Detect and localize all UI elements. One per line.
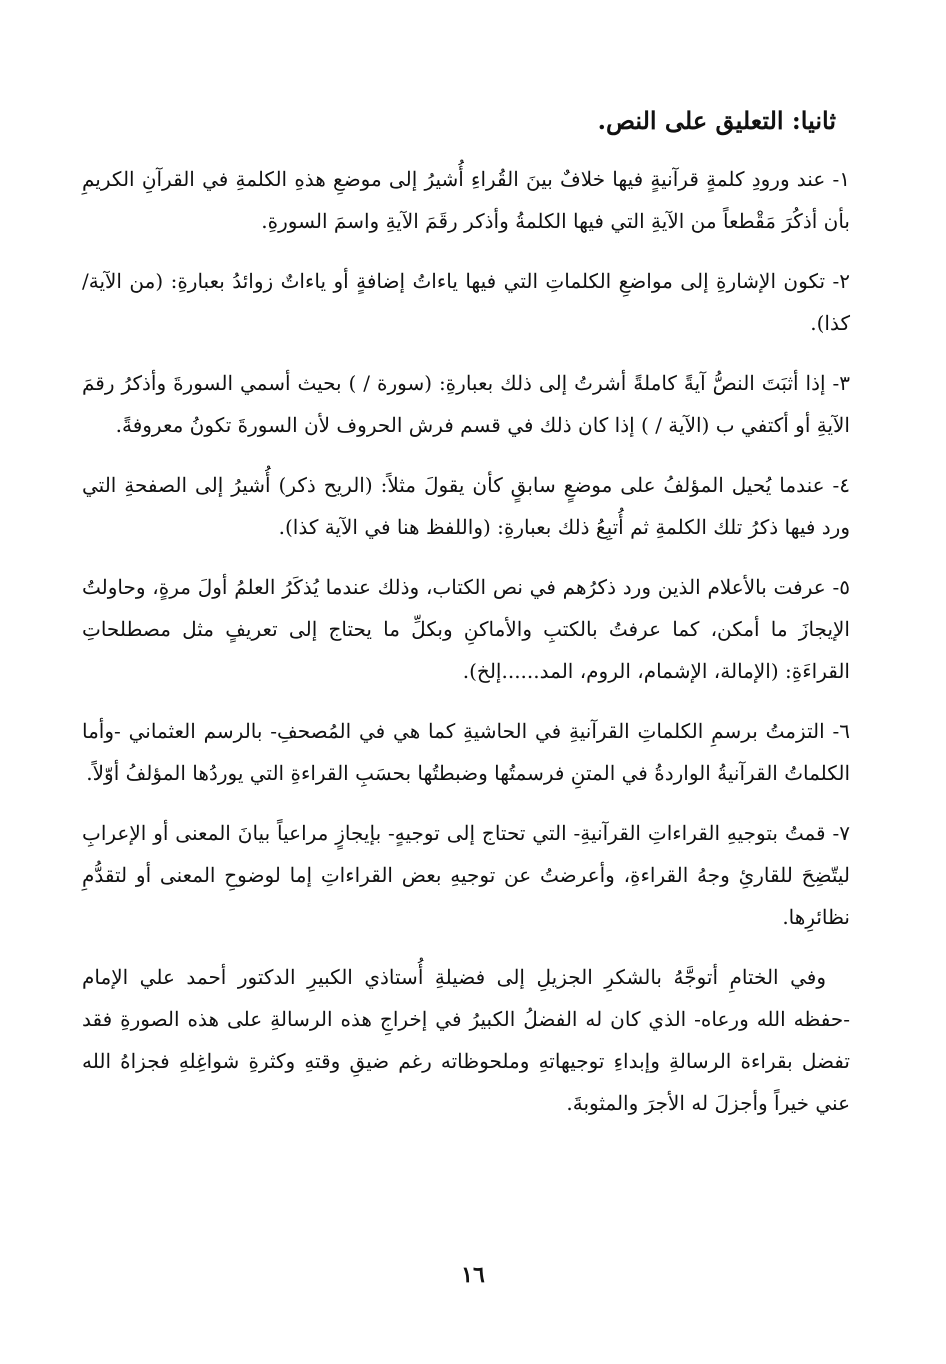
closing-paragraph: وفي الختامِ أتوجَّهُ بالشكرِ الجزيلِ إلى فضيلةِ أُستاذي الكبيرِ الدكتور أحمد علي الإمام -حفظه الله ورعاه- الذي كان له الفضلُ الكبيرُ في إخراجِ هذه الرسالةِ على هذه الصورةِ فقد تفضل بقراءة الرسالةِ وإبداءِ توجيهاتهِ وملحوظاته رغم ضيقِ وقتهِ وكثرةِ شواغِلهِ فجزاهُ الله عني خيراً وأجزلَ له الأجرَ والمثوبةَ. bbox=[82, 965, 850, 1115]
list-item-4: ٤- عندما يُحيل المؤلفُ على موضعٍ سابقٍ كأن يقولَ مثلاً: (الريح ذكر) أُشيرُ إلى الصفحةِ التي ورد فيها ذكرُ تلك الكلمةِ ثم أُتبِعُ ذلك بعبارةِ: (واللفظ هنا في الآية كذا). bbox=[82, 473, 850, 539]
list-item-3: ٣- إذا أثبَتَ النصُّ آيةً كاملةً أشرتُ إلى ذلك بعبارةِ: (سورة / ) بحيث أسمي السورةَ وأذكرُ رقمَ الآيةِ أو أكتفي ب (الآية / ) إذا كان ذلك في قسم فرش الحروف لأن السورةَ تكونُ معروفةً. bbox=[82, 371, 850, 437]
list-item-2: ٢- تكون الإشارةِ إلى مواضعِ الكلماتِ التي فيها ياءاتُ إضافةٍ أو ياءاتٌ زوائدُ بعبارةِ: (من الآية/ كذا). bbox=[82, 269, 850, 335]
page-number: ١٦ bbox=[461, 1262, 485, 1288]
list-item-5: ٥- عرفت بالأعلام الذين ورد ذكرُهم في نص الكتاب، وذلك عندما يُذكَرُ العلمُ أولَ مرةٍ، وحاولتُ الإيجازَ ما أمكن، كما عرفتُ بالكتبِ والأماكنِ وبكلِّ ما يحتاج إلى تعريفٍ مثل مصطلحاتِ القراءَةِ: (الإمالة، الإشمام، الروم، المد......إلخ). bbox=[82, 575, 850, 683]
list-item-7: ٧- قمتُ بتوجيهِ القراءاتِ القرآنيةِ- التي تحتاج إلى توجيهٍ- بإيجازٍ مراعياً بيانَ المعنى أو الإعرابِ ليتّضِحَ للقارئِ وجهُ القراءةِ، وأعرضتُ عن توجيهِ بعض القراءاتِ إما لوضوحِ المعنى أو لتقدُّمِ نظائرِها. bbox=[82, 821, 850, 929]
section-heading: ثانيا: التعليق على النص. bbox=[597, 106, 836, 135]
list-item-1: ١- عند ورودِ كلمةٍ قرآنيةٍ فيها خلافٌ بينَ القُراءِ أُشيرُ إلى موضعِ هذهِ الكلمةِ في القرآنِ الكريمِ بأن أذكُرَ مَقْطعاً من الآيةِ التي فيها الكلمةُ وأذكر رقَمَ الآيةِ واسمَ السورةِ. bbox=[82, 167, 850, 233]
list-item-6: ٦- التزمتُ برسمِ الكلماتِ القرآنيةِ في الحاشيةِ كما هي في المُصحفِ- بالرسم العثماني -وأما الكلماتُ القرآنيةُ الواردةُ في المتنِ فرسمتُها وضبطتُها بحسَبِ القراءةِ التي يوردُها المؤلفُ أوّلاً. bbox=[82, 719, 850, 785]
body-content bbox=[82, 158, 850, 1142]
